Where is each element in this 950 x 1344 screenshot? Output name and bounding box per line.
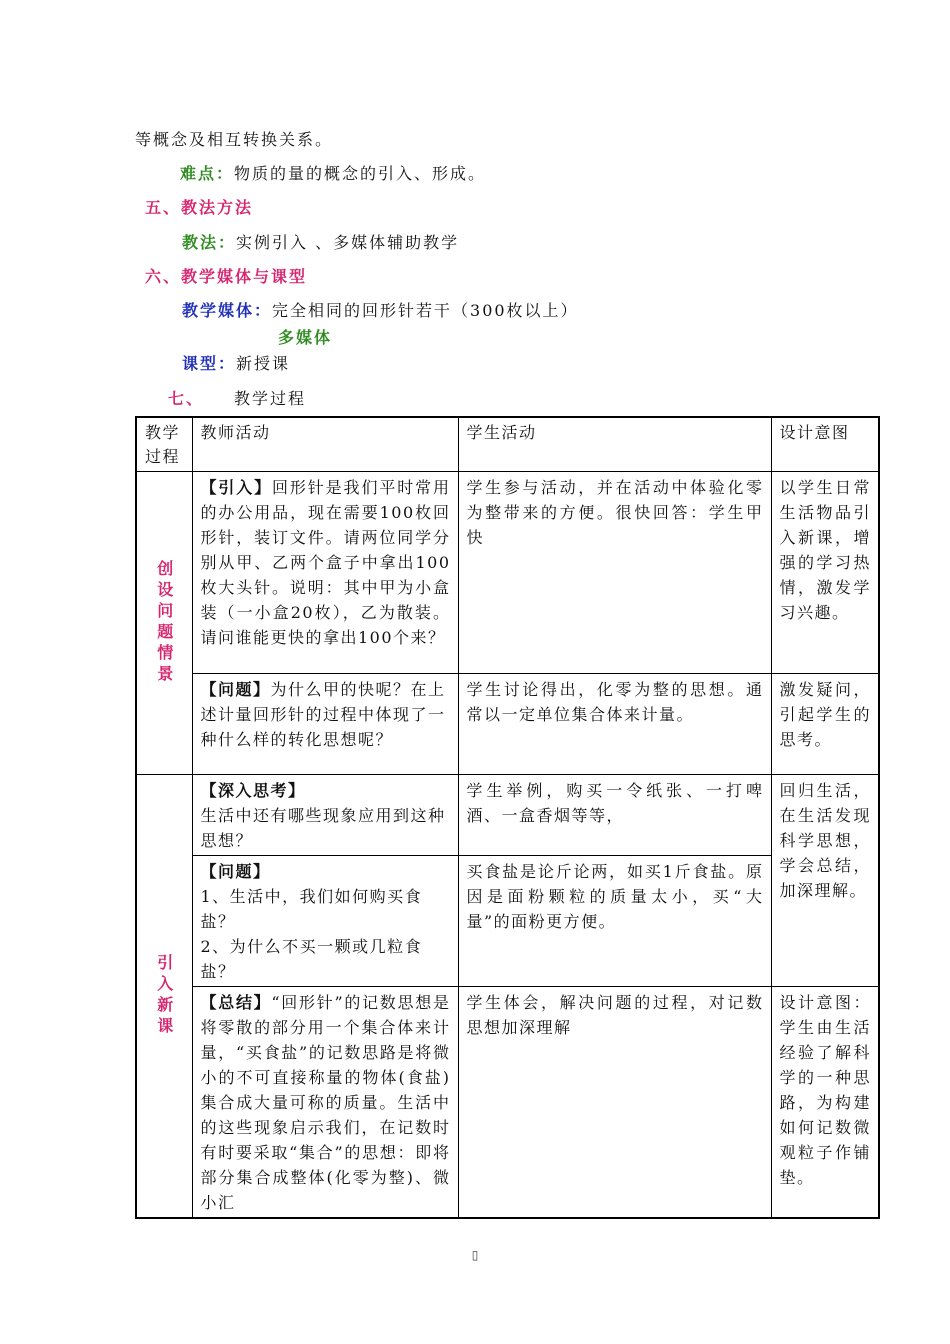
- design-cell: 设计意图：学生由生活经验了解科学的一种思路，为构建如何记数微观粒子作铺垫。: [771, 987, 879, 1219]
- stage-new-lesson: 引入新课: [136, 775, 192, 1219]
- media-text-2: 多媒体: [278, 328, 333, 347]
- method-text: 实例引入 、多媒体辅助教学: [236, 233, 460, 252]
- header-student: 学生活动: [458, 417, 771, 472]
- section7-number: 七、: [168, 389, 205, 408]
- student-cell: 学生讨论得出，化零为整的思想。通常以一定单位集合体来计量。: [458, 674, 771, 775]
- media-text: 完全相同的回形针若干（300枚以上）: [272, 301, 579, 320]
- type-label: 课型：: [182, 354, 237, 373]
- header-teacher: 教师活动: [192, 417, 458, 472]
- type-line: [182, 351, 290, 374]
- student-cell: 买食盐是论斤论两，如买1斤食盐。原因是面粉颗粒的质量太小，买“大量”的面粉更方便。: [458, 856, 771, 987]
- section7-heading: [168, 386, 306, 409]
- difficulty-line: [180, 161, 486, 184]
- teaching-process-table: [135, 416, 880, 1219]
- section7-title: 教学过程: [234, 389, 307, 408]
- header-stage: 教学过程: [136, 417, 192, 472]
- media-line: [182, 298, 579, 321]
- table-row: [136, 674, 879, 775]
- table-row: [136, 472, 879, 674]
- intro-line: 等概念及相互转换关系。: [135, 130, 334, 149]
- difficulty-label: 难点：: [180, 164, 235, 183]
- student-cell: 学生参与活动，并在活动中体验化零为整带来的方便。很快回答：学生甲快: [458, 472, 771, 674]
- method-line: [182, 230, 459, 253]
- table-header-row: [136, 417, 879, 472]
- section6-heading: 六、教学媒体与课型: [145, 267, 308, 286]
- student-cell: 学生体会，解决问题的过程，对记数思想加深理解: [458, 987, 771, 1219]
- teacher-cell: 【问题】 1、生活中，我们如何购买食盐？ 2、为什么不买一颗或几粒食盐？: [192, 856, 458, 987]
- method-label: 教法：: [182, 233, 237, 252]
- page-footer: ▯: [471, 1248, 479, 1262]
- teacher-cell: 【总结】“回形针”的记数思想是将零散的部分用一个集合体来计量，“买食盐”的记数思路是将微小的不可直接称量的物体(食盐)集合成大量可称的质量。生活中的这些现象启示我们，在记数时有时要采取“集合”的思想：即将部分集合成整体(化零为整)、微小汇: [192, 987, 458, 1219]
- difficulty-text: 物质的量的概念的引入、形成。: [234, 164, 487, 183]
- design-cell: 回归生活，在生活发现科学思想，学会总结，加深理解。: [771, 775, 879, 987]
- design-cell: 以学生日常生活物品引入新课，增强的学习热情，激发学习兴趣。: [771, 472, 879, 674]
- media-label: 教学媒体：: [182, 301, 273, 320]
- teacher-cell: 【深入思考】 生活中还有哪些现象应用到这种思想？: [192, 775, 458, 856]
- header-design: 设计意图: [771, 417, 879, 472]
- teacher-cell: 【引入】回形针是我们平时常用的办公用品，现在需要100枚回形针，装订文件。请两位同学分别从甲、乙两个盒子中拿出100枚大头针。说明：其中甲为小盒装（一小盒20枚），乙为散装。请问谁能更快的拿出100个来？: [192, 472, 458, 674]
- table-row: [136, 987, 879, 1219]
- section5-heading: 五、教法方法: [145, 198, 254, 217]
- teacher-cell: 【问题】为什么甲的快呢？在上述计量回形针的过程中体现了一种什么样的转化思想呢？: [192, 674, 458, 775]
- table-row: [136, 856, 879, 987]
- student-cell: 学生举例，购买一令纸张、一打啤酒、一盒香烟等等，: [458, 775, 771, 856]
- design-cell: 激发疑问，引起学生的思考。: [771, 674, 879, 775]
- type-text: 新授课: [236, 354, 291, 373]
- stage-create-scenario: 创设问题情景: [136, 472, 192, 775]
- table-row: [136, 775, 879, 856]
